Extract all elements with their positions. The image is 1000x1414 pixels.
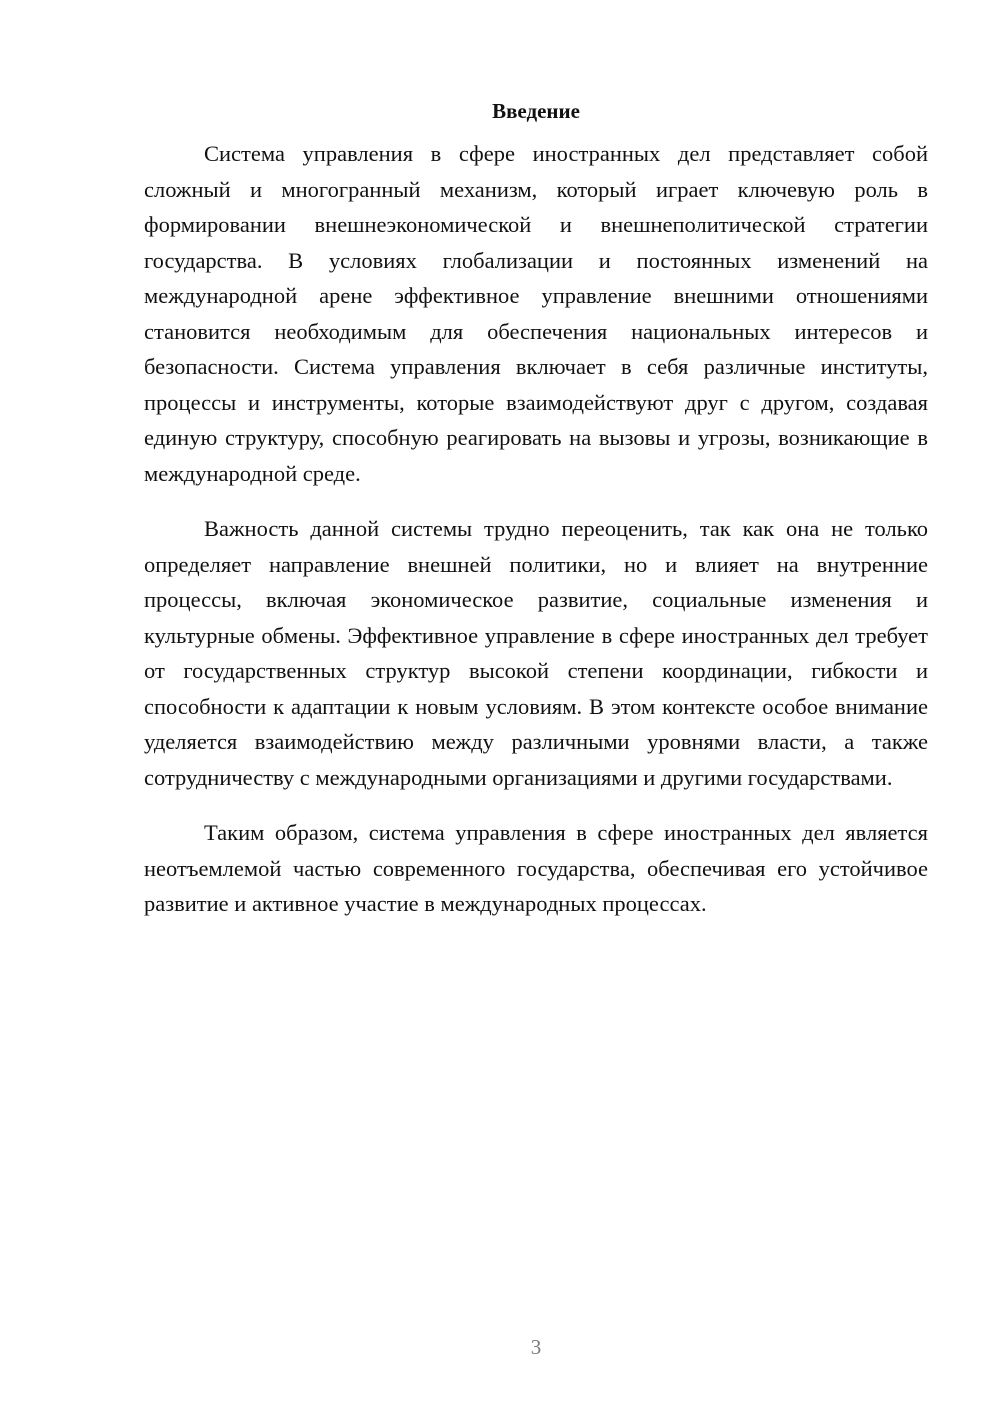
paragraph-3: Таким образом, система управления в сфере иностранных дел является неотъемлемой частью современного государства, обеспечивая его устойчивое развитие и активное участие в международных процессах. <box>144 820 928 916</box>
section-heading: Введение <box>492 99 580 123</box>
paragraph-2: Важность данной системы трудно переоценить, так как она не только определяет направление внешней политики, но и влияет на внутренние процессы, включая экономическое развитие, социальные изменения и культурные обмены. Эффективное управление в сфере иностранных дел требует от государственных структур высокой степени координации, гибкости и способности к адаптации к новым условиям. В этом контексте особое внимание уделяется взаимодействию между различными уровнями власти, а также сотрудничеству с международными организациями и другими государствами. <box>144 516 928 790</box>
document-body <box>144 96 928 922</box>
paragraph-1: Система управления в сфере иностранных дел представляет собой сложный и многогранный механизм, который играет ключевую роль в формировании внешнеэкономической и внешнеполитической стратегии государства. В условиях глобализации и постоянных изменений на международной арене эффективное управление внешними отношениями становится необходимым для обеспечения национальных интересов и безопасности. Система управления включает в себя различные институты, процессы и инструменты, которые взаимодействуют друг с другом, создавая единую структуру, способную реагировать на вызовы и угрозы, возникающие в международной среде. <box>144 141 928 486</box>
page-number: 3 <box>530 1335 542 1359</box>
